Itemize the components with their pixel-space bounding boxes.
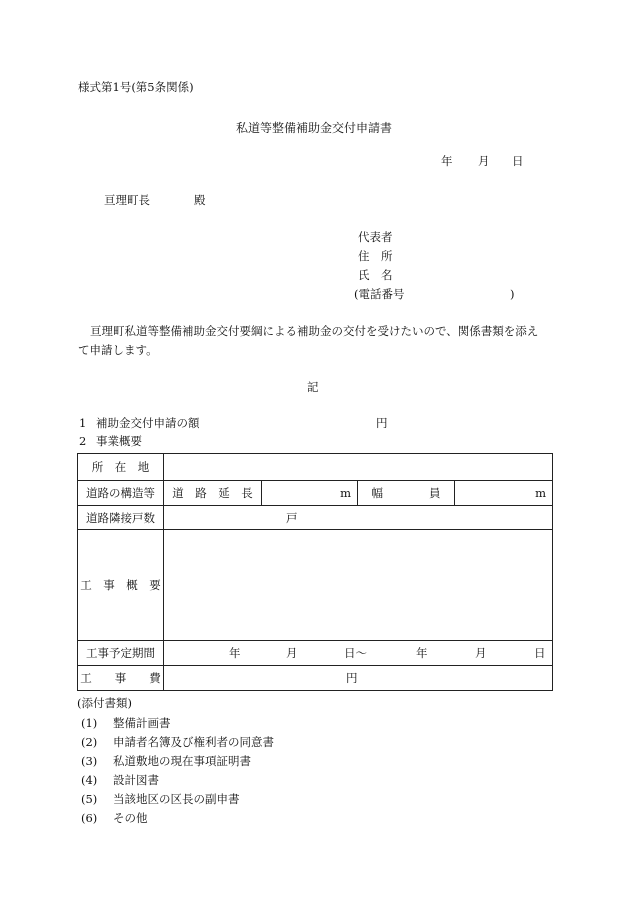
road-length-unit: m bbox=[262, 481, 358, 506]
period-year-2: 年 bbox=[416, 646, 428, 660]
date-year-label: 年 bbox=[441, 154, 453, 168]
attachment-6-text: その他 bbox=[113, 811, 148, 825]
name-label: 氏 名 bbox=[358, 268, 393, 282]
address-label: 住 所 bbox=[358, 249, 393, 263]
location-value bbox=[164, 454, 553, 481]
cost-unit: 円 bbox=[164, 666, 553, 691]
attachment-6-no: (6) bbox=[81, 811, 98, 825]
project-summary-table bbox=[77, 453, 553, 691]
attachment-5-no: (5) bbox=[81, 792, 98, 806]
item-2-label: 事業概要 bbox=[96, 434, 142, 448]
period-year-1: 年 bbox=[229, 646, 241, 660]
period-value bbox=[164, 641, 553, 666]
attachment-1-text: 整備計画書 bbox=[113, 716, 171, 730]
attachment-2-text: 申請者名簿及び権利者の同意書 bbox=[113, 735, 274, 749]
addressee: 亘理町長 bbox=[104, 193, 150, 207]
phone-close: ) bbox=[510, 287, 515, 301]
summary-label: 工 事 概 要 bbox=[78, 530, 164, 641]
representative-label: 代表者 bbox=[358, 230, 393, 244]
period-month-1: 月 bbox=[286, 646, 298, 660]
road-length-label: 道 路 延 長 bbox=[164, 481, 262, 506]
width-label: 幅 員 bbox=[358, 481, 455, 506]
period-day-1: 日～ bbox=[344, 646, 367, 660]
period-month-2: 月 bbox=[475, 646, 487, 660]
attachment-5-text: 当該地区の区長の副申書 bbox=[113, 792, 240, 806]
adjacent-label: 道路隣接戸数 bbox=[78, 506, 164, 530]
width-unit: m bbox=[455, 481, 553, 506]
adjacent-unit: 戸 bbox=[164, 506, 553, 530]
ki-heading: 記 bbox=[307, 380, 319, 394]
attachment-2-no: (2) bbox=[81, 735, 98, 749]
body-line-2: て申請します。 bbox=[78, 343, 158, 357]
attachment-3-no: (3) bbox=[81, 754, 98, 768]
attachment-4-no: (4) bbox=[81, 773, 98, 787]
document-title: 私道等整備補助金交付申請書 bbox=[236, 121, 393, 135]
item-1-unit: 円 bbox=[376, 416, 388, 430]
item-1-number: 1 bbox=[79, 416, 87, 430]
item-2-number: 2 bbox=[79, 434, 87, 448]
form-number: 様式第1号(第5条関係) bbox=[78, 80, 194, 94]
honorific: 殿 bbox=[194, 193, 206, 207]
attachments-heading: (添付書類) bbox=[77, 696, 132, 710]
phone-label: (電話番号 bbox=[354, 287, 405, 301]
period-day-2: 日 bbox=[534, 646, 546, 660]
period-label: 工事予定期間 bbox=[78, 641, 164, 666]
structure-label: 道路の構造等 bbox=[78, 481, 164, 506]
attachment-4-text: 設計図書 bbox=[113, 773, 159, 787]
attachment-1-no: (1) bbox=[81, 716, 98, 730]
attachment-3-text: 私道敷地の現在事項証明書 bbox=[113, 754, 251, 768]
item-1-label: 補助金交付申請の額 bbox=[96, 416, 200, 430]
location-label: 所 在 地 bbox=[78, 454, 164, 481]
cost-label: 工 事 費 bbox=[78, 666, 164, 691]
date-day-label: 日 bbox=[512, 154, 524, 168]
body-line-1: 亘理町私道等整備補助金交付要綱による補助金の交付を受けたいので、関係書類を添え bbox=[90, 324, 539, 338]
summary-value bbox=[164, 530, 553, 641]
date-month-label: 月 bbox=[478, 154, 490, 168]
